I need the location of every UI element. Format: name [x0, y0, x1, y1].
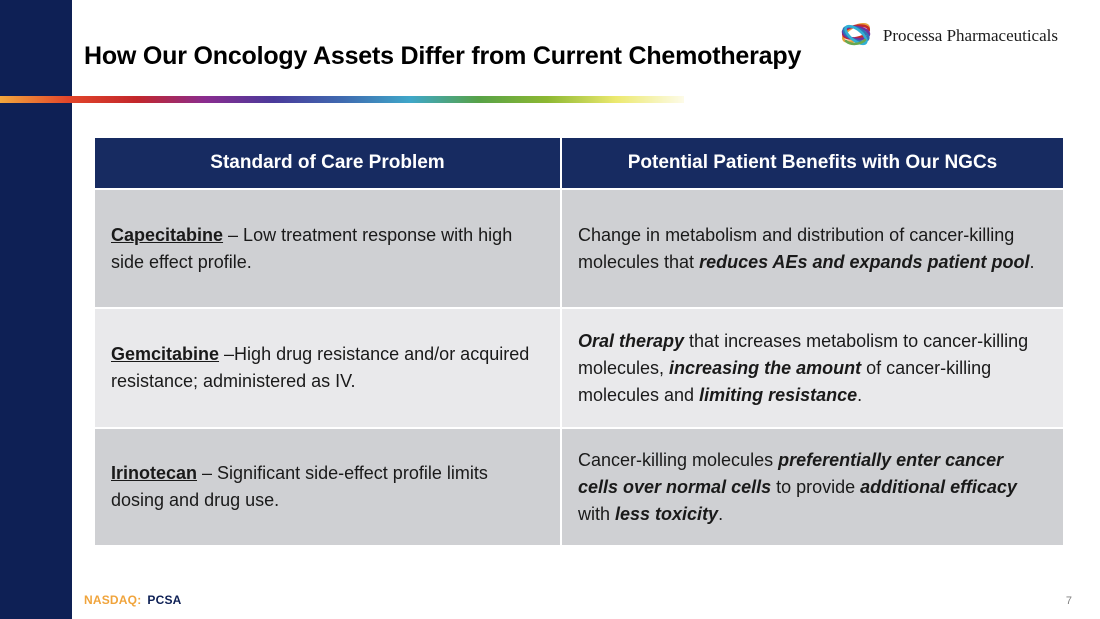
swirl-ribbon-globe-icon	[836, 15, 876, 56]
cell-gemcitabine-problem	[95, 309, 560, 427]
table-header-problem: Standard of Care Problem	[95, 138, 560, 188]
cell-text: Oral therapy that increases metabolism to cancer-killing molecules, increasing the amount of cancer-killing molecules and limiting resistance.	[578, 330, 1029, 405]
cell-text: Cancer-killing molecules preferentially enter cancer cells over normal cells to provide additional efficacy with less toxicity.	[578, 449, 1017, 524]
left-accent-bar	[0, 0, 72, 619]
cell-text: Change in metabolism and distribution of cancer-killing molecules that reduces AEs and expands patient pool.	[578, 224, 1035, 272]
page-number: 7	[1065, 595, 1072, 607]
comparison-table	[95, 138, 1063, 545]
cell-capecitabine-benefit	[562, 190, 1063, 307]
cell-irinotecan-benefit	[562, 429, 1063, 545]
exchange-label: NASDAQ:	[84, 593, 142, 607]
cell-text: Gemcitabine –High drug resistance and/or acquired resistance; administered as IV.	[111, 344, 530, 391]
cell-irinotecan-problem	[95, 429, 560, 545]
ticker-symbol: PCSA	[147, 593, 182, 607]
slide-title: How Our Oncology Assets Differ from Current Chemotherapy	[84, 42, 802, 70]
footer-ticker-line	[84, 593, 182, 607]
cell-text: Capecitabine – Low treatment response with high side effect profile.	[111, 224, 513, 272]
cell-text: Irinotecan – Significant side-effect profile limits dosing and drug use.	[111, 463, 488, 510]
company-logo	[836, 15, 1058, 56]
table-header-benefits: Potential Patient Benefits with Our NGCs	[562, 138, 1063, 188]
cell-capecitabine-problem	[95, 190, 560, 307]
rainbow-divider-line	[0, 96, 684, 103]
cell-gemcitabine-benefit	[562, 309, 1063, 427]
company-name: Processa Pharmaceuticals	[882, 25, 1058, 45]
